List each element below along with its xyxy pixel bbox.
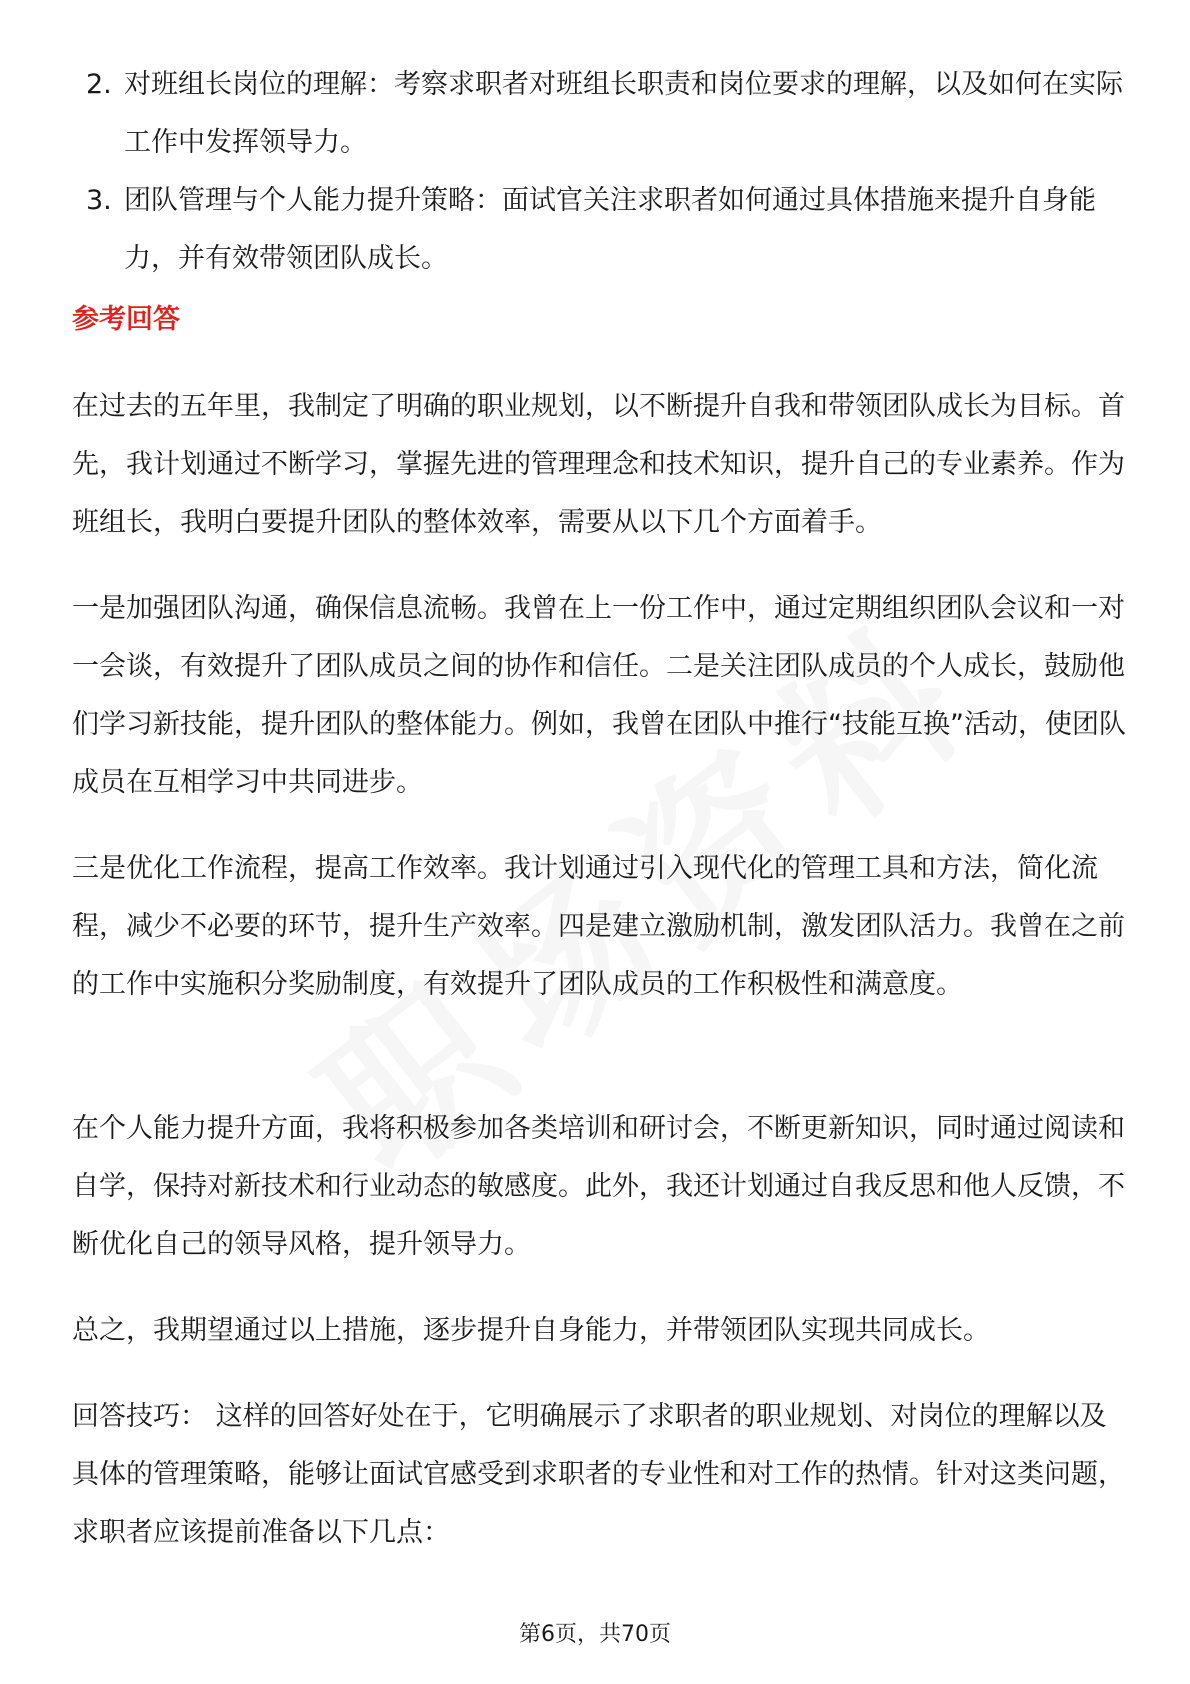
- paragraph: 在个人能力提升方面，我将积极参加各类培训和研讨会，不断更新知识，同时通过阅读和自学，保持对新技术和行业动态的敏感度。此外，我还计划通过自我反思和他人反馈，不断优化自己的领导风格，提升领导力。: [72, 1113, 1125, 1260]
- numbered-list: [72, 56, 1132, 288]
- list-item-text: 对班组长岗位的理解：考察求职者对班组长职责和岗位要求的理解，以及如何在实际工作中发挥领导力。: [124, 69, 1123, 158]
- paragraph: 三是优化工作流程，提高工作效率。我计划通过引入现代化的管理工具和方法，简化流程，减少不必要的环节，提升生产效率。四是建立激励机制，激发团队活力。我曾在之前的工作中实施积分奖励制度，有效提升了团队成员的工作积极性和满意度。: [72, 853, 1125, 1000]
- list-item-number: 3.: [86, 185, 112, 216]
- paragraph: 总之，我期望通过以上措施，逐步提升自身能力，并带领团队实现共同成长。: [72, 1315, 990, 1346]
- list-item: [72, 172, 1132, 288]
- paragraph: 一是加强团队沟通，确保信息流畅。我曾在上一份工作中，通过定期组织团队会议和一对一会谈，有效提升了团队成员之间的协作和信任。二是关注团队成员的个人成长，鼓励他们学习新技能，提升团队的整体能力。例如，我曾在团队中推行“技能互换”活动，使团队成员在互相学习中共同进步。: [72, 593, 1126, 798]
- page-number-footer: 第6页，共70页: [519, 1622, 671, 1647]
- list-item: [72, 56, 1132, 172]
- paragraph: 在过去的五年里，我制定了明确的职业规划，以不断提升自我和带领团队成长为目标。首先，我计划通过不断学习，掌握先进的管理理念和技术知识，提升自己的专业素养。作为班组长，我明白要提升团队的整体效率，需要从以下几个方面着手。: [72, 391, 1125, 538]
- list-item-number: 2.: [86, 69, 112, 100]
- section-title: 参考回答: [72, 304, 180, 335]
- answer-tips-paragraph: 回答技巧： 这样的回答好处在于，它明确展示了求职者的职业规划、对岗位的理解以及具体的管理策略，能够让面试官感受到求职者的专业性和对工作的热情。针对这类问题，求职者应该提前准备以下几点：: [72, 1401, 1125, 1548]
- list-item-text: 团队管理与个人能力提升策略：面试官关注求职者如何通过具体措施来提升自身能力，并有效带领团队成长。: [124, 185, 1096, 274]
